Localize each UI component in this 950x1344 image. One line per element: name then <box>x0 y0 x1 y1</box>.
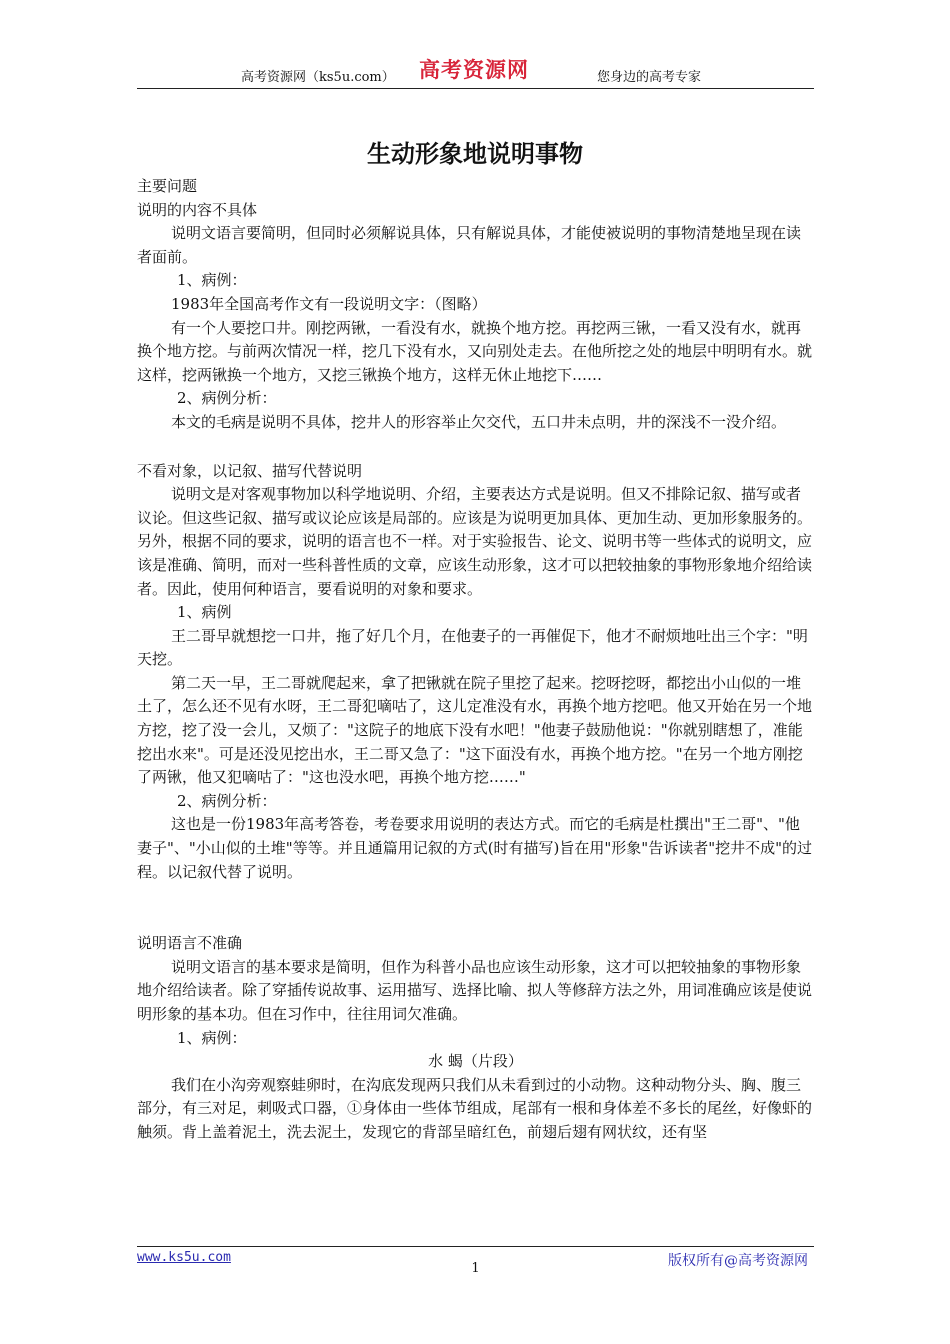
page-number: 1 <box>471 1261 480 1276</box>
page-header <box>137 60 814 89</box>
list-label: 1、病例 <box>177 603 232 622</box>
paragraph: 王二哥早就想挖一口井，拖了好几个月，在他妻子的一再催促下，他才不耐烦地吐出三个字："明天挖。 <box>137 626 808 669</box>
list-label: 2、病例分析： <box>177 389 277 408</box>
document-title: 生动形象地说明事物 <box>367 140 583 168</box>
paragraph: 我们在小沟旁观察蛙卵时，在沟底发现两只我们从未看到过的小动物。这种动物分头、胸、腹三部分，有三对足，刺吸式口器，①身体由一些体节组成，尾部有一根和身体差不多长的尾丝，好像虾的触须。背上盖着泥土，洗去泥土，发现它的背部呈暗红色，前翅后翅有网状纹，还有坚 <box>137 1075 813 1141</box>
section-heading: 说明的内容不具体 <box>137 200 258 219</box>
section-heading: 不看对象，以记叙、描写代替说明 <box>137 461 363 480</box>
excerpt-title: 水 蝎（片段） <box>428 1052 523 1071</box>
list-label: 2、病例分析： <box>177 791 277 810</box>
footer-link[interactable]: www.ks5u.com <box>137 1250 231 1265</box>
page-footer <box>137 1246 814 1277</box>
document-body <box>137 175 814 1145</box>
site-logo: 高考资源网 <box>419 58 529 82</box>
header-slogan: 您身边的高考专家 <box>597 70 702 85</box>
header-site-name: 高考资源网（ks5u.com） <box>241 70 395 85</box>
footer-copyright: 版权所有@高考资源网 <box>668 1253 808 1269</box>
section-heading: 主要问题 <box>137 177 198 195</box>
paragraph: 说明文语言要简明，但同时必须解说具体，只有解说具体，才能使被说明的事物清楚地呈现在读者面前。 <box>137 224 802 266</box>
paragraph: 第二天一早，王二哥就爬起来，拿了把锹就在院子里挖了起来。挖呀挖呀，都挖出小山似的一堆土了，怎么还不见有水呀，王二哥犯嘀咕了，这儿定准没有水，再换个地方挖吧。他又开始在另一个地方挖，挖了没一会儿，又烦了："这院子的地底下没有水吧！"他妻子鼓励他说："你就别瞎想了，准能挖出水来"。可是还没见挖出水，王二哥又急了："这下面没有水，再换个地方挖。"在另一个地方刚挖了两锹，他又犯嘀咕了："这也没水吧，再换个地方挖……" <box>137 673 813 787</box>
list-label: 1、病例： <box>177 271 247 290</box>
paragraph: 说明文语言的基本要求是简明，但作为科普小品也应该生动形象，这才可以把较抽象的事物形象地介绍给读者。除了穿插传说故事、运用描写、选择比喻、拟人等修辞方法之外，用词准确应该是使说明形象的基本功。但在习作中，往往用词欠准确。 <box>137 957 813 1023</box>
paragraph: 本文的毛病是说明不具体，挖井人的形容举止欠交代，五口井未点明，井的深浅不一没介绍。 <box>171 412 787 431</box>
paragraph: 这也是一份1983年高考答卷，考卷要求用说明的表达方式。而它的毛病是杜撰出"王二哥"、"他妻子"、"小山似的土堆"等等。并且通篇用记叙的方式(时有描写)旨在用"形象"告诉读者"挖井不成"的过程。以记叙代替了说明。 <box>137 815 813 881</box>
list-label: 1、病例： <box>177 1028 247 1047</box>
paragraph: 有一个人要挖口井。刚挖两锹，一看没有水，就换个地方挖。再挖两三锹，一看又没有水，就再换个地方挖。与前两次情况一样，挖几下没有水，又向别处走去。在他所挖之处的地层中明明有水。就这样，挖两锹换一个地方，又挖三锹换个地方，这样无休止地挖下…… <box>137 318 813 384</box>
paragraph: 说明文是对客观事物加以科学地说明、介绍，主要表达方式是说明。但又不排除记叙、描写或者议论。但这些记叙、描写或议论应该是局部的。应该是为说明更加具体、更加生动、更加形象服务的。另外，根据不同的要求，说明的语言也不一样。对于实验报告、论文、说明书等一些体式的说明文，应该是准确、简明，而对一些科普性质的文章，应该生动形象，这才可以把较抽象的事物形象地介绍给读者。因此，使用何种语言，要看说明的对象和要求。 <box>137 485 813 598</box>
section-heading: 说明语言不准确 <box>137 934 243 953</box>
paragraph: 1983年全国高考作文有一段说明文字：（图略） <box>171 294 487 313</box>
